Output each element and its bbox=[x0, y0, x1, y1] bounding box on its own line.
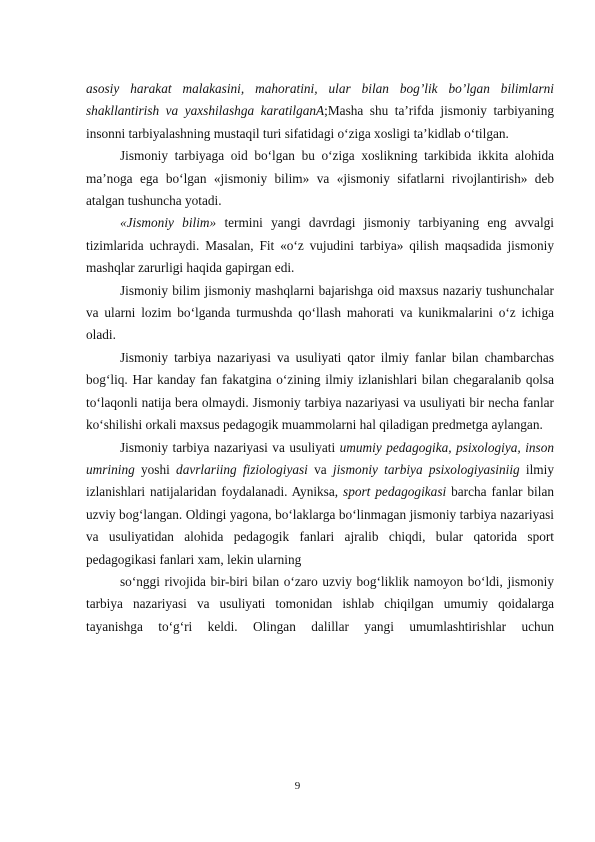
body-text: termini yangi davrdagi jismoniy tarbiyaning eng avvalgi tizimlarida uchraydi. Masalan, Fit «o‘z vujudini tarbiya» qilish maqsadida jismoniy mashqlar zarurligi haqida gapirgan edi. bbox=[86, 215, 554, 276]
page-number: 9 bbox=[294, 780, 301, 792]
paragraph-p3 bbox=[86, 212, 554, 279]
italic-text: davrlariing fiziologiyasi bbox=[176, 461, 308, 477]
paragraph-p6 bbox=[86, 437, 554, 571]
italic-text: «Jismoniy bilim» bbox=[120, 215, 217, 231]
body-text: va bbox=[307, 461, 333, 477]
paragraph-p2 bbox=[86, 145, 554, 212]
body-text: ilmiy izlanishlari natijalaridan foydalanadi. Ayniksa, bbox=[86, 461, 554, 500]
body-text: ;Masha shu ta’rifda jismoniy tarbiyaning insonni tarbiyalashning mustaqil turi sifatidagi o‘ziga xosligi ta’kidlab o‘tilgan. bbox=[86, 103, 555, 141]
body-text: Jismoniy tarbiyaga oid bo‘lgan bu o‘ziga xoslikning tarkibida ikkita alohida ma’noga ega bo‘lgan «jismoniy bilim» va «jismoniy sifatlarni rivojlantirish» deb atalgan tushuncha yotadi. bbox=[86, 148, 554, 209]
body-text: so‘nggi rivojida bir-biri bilan o‘zaro uzviy bog‘liklik namoyon bo‘ldi, jismoniy tarbiya nazariyasi va usuliyati tomonidan ishlab chiqilgan umumiy qoidalarga tayanishga to‘g‘ri keldi. Olingan dalillar yangi umumlashtirishlar uchun bbox=[86, 573, 554, 634]
body-text: yoshi bbox=[134, 461, 177, 477]
body-text: Jismoniy tarbiya nazariyasi va usuliyati bbox=[120, 439, 340, 455]
paragraph-p7 bbox=[86, 571, 554, 638]
italic-text: umumiy pedagogika, psixologiya, inson umrining bbox=[86, 439, 555, 477]
paragraph-p4 bbox=[86, 280, 554, 347]
italic-text: jismoniy tarbiya psixologiyasiniig bbox=[332, 461, 520, 477]
italic-text: sport pedagogikasi bbox=[343, 484, 447, 500]
body-text: Jismoniy tarbiya nazariyasi va usuliyati qator ilmiy fanlar bilan chambarchas bog‘liq. Har kanday fan fakatgina o‘zining ilmiy izlanishlari bilan chegaralanib qolsa to‘laqonli natija bera olmaydi. Jismoniy tarbiya nazariyasi va usuliyati bir necha fanlar ko‘shilishi orkali maxsus pedagogik muammolarni hal qiladigan predmetga aylangan. bbox=[86, 349, 554, 433]
paragraph-p1 bbox=[86, 78, 554, 145]
paragraph-p5 bbox=[86, 347, 554, 437]
body-text: barcha fanlar bilan uzviy bog‘langan. Oldingi yagona, bo‘laklarga bo‘linmagan jismoniy tarbiya nazariyasi va usuliyatidan alohida pedagogik fanlari ajralib chiqdi, bular qatorida sport pedagogikasi fanlari xam, lekin ularning bbox=[86, 484, 555, 567]
document-body bbox=[86, 78, 554, 638]
italic-text: asosiy harakat malakasini, mahoratini, ular bilan bog’lik bo’lgan bilimlarni shakllantirish va yaxshilashga karatilganА bbox=[86, 81, 554, 119]
body-text: Jismoniy bilim jismoniy mashqlarni bajarishga oid maxsus nazariy tushunchalar va ularni lozim bo‘lganda turmushda qo‘llash mahorati va kunikmalarini o‘z ichiga oladi. bbox=[86, 282, 554, 343]
